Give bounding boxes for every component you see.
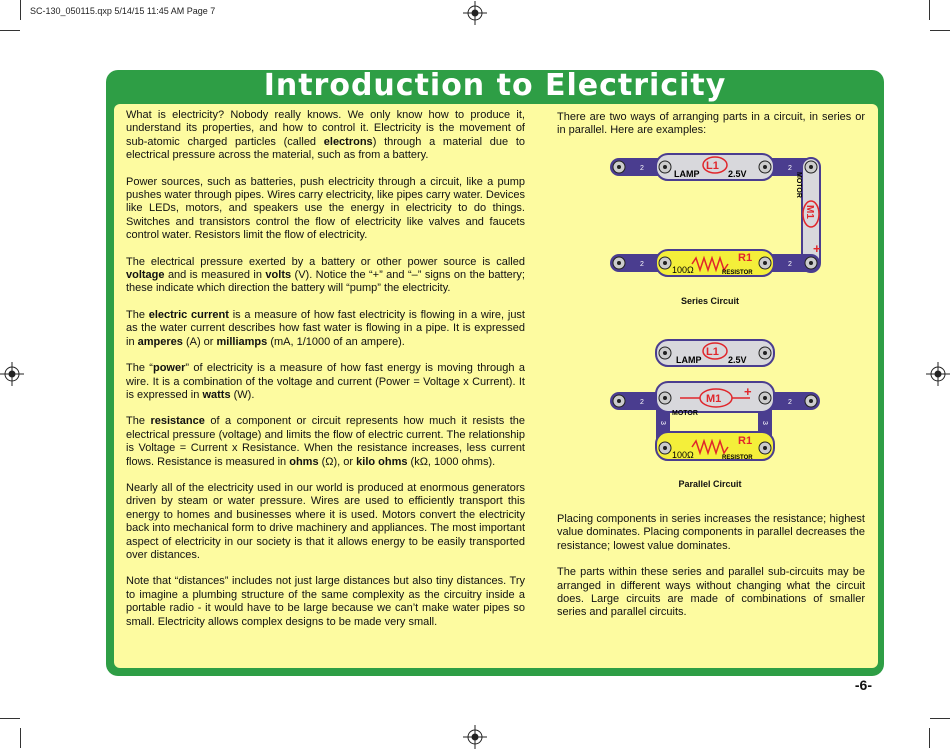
wire-number: 2 bbox=[788, 165, 792, 172]
motor-label: MOTOR bbox=[672, 410, 698, 417]
motor-plus: + bbox=[744, 384, 752, 399]
lamp-value: 2.5V bbox=[728, 169, 747, 179]
lamp-label: LAMP bbox=[676, 355, 702, 365]
paragraph-sub-circuits: The parts within these series and parallel sub-circuits may be arranged in different ways without changing what the circuit does. Large circuits are made of combinations of smaller series and parallel circuits. bbox=[557, 566, 865, 619]
resistor-label: RESISTOR bbox=[722, 455, 753, 461]
resistor-id: R1 bbox=[738, 435, 753, 447]
resistor-value: 100Ω bbox=[672, 265, 694, 275]
right-column-body bbox=[557, 513, 865, 633]
page-number: -6- bbox=[854, 677, 872, 693]
paragraph-resistance: The resistance of a component or circuit represents how much it resists the electrical pressure (voltage) and limits the flow of electric current. The relationship is Voltage = Current x Resistance. When the resistance increases, less current flows. Resistance is measured in ohms (Ω), or kilo ohms (kΩ, 1000 ohms). bbox=[126, 415, 525, 468]
wire-number: 2 bbox=[788, 261, 792, 268]
resistor-label: RESISTOR bbox=[722, 270, 753, 276]
paragraph-voltage: The electrical pressure exerted by a battery or other power source is called voltage and is measured in volts (V). Notice the “+” and “–” signs on the battery; these indicate which direction the battery will “pump” the electricity. bbox=[126, 255, 525, 295]
paragraph-power-sources: Power sources, such as batteries, push electricity through a circuit, like a pump pushes water through pipes. Wires carry electricity, like pipes carry water. Devices like LEDs, motors, and speakers use the energy in electricity to do things. Switches and transistors control the flow of electricity like valves and faucets control water. Resistors limit the flow of electricity. bbox=[126, 175, 525, 242]
registration-mark-icon bbox=[926, 362, 950, 386]
wire-number: 2 bbox=[640, 399, 644, 406]
paragraph-what-is-electricity: What is electricity? Nobody really knows. We only know how to produce it, understand its properties, and how to control it. Electricity is the movement of sub-atomic charged particles (called electrons) through a material due to electrical pressure across the material, such as from a battery. bbox=[126, 109, 525, 162]
resistor-value: 100Ω bbox=[672, 450, 694, 460]
page-title: Introduction to Electricity bbox=[263, 68, 727, 103]
resistor-id: R1 bbox=[738, 252, 753, 264]
registration-mark-icon bbox=[463, 725, 487, 749]
registration-mark-icon bbox=[0, 362, 24, 386]
parallel-circuit-caption: Parallel Circuit bbox=[678, 479, 742, 489]
paragraph-power: The “power” of electricity is a measure of how fast energy is moving through a wire. It is a combination of the voltage and current (Power = Voltage x Current). It is expressed in watts (W). bbox=[126, 362, 525, 401]
parallel-circuit-diagram bbox=[604, 334, 834, 469]
lamp-value: 2.5V bbox=[728, 355, 747, 365]
motor-id: M1 bbox=[804, 205, 815, 219]
print-slug-line: SC-130_050115.qxp 5/14/15 11:45 AM Page 7 bbox=[30, 6, 216, 16]
crop-mark bbox=[20, 728, 21, 748]
lamp-id: L1 bbox=[706, 160, 719, 172]
lamp-id: L1 bbox=[706, 346, 719, 358]
series-circuit-caption: Series Circuit bbox=[680, 296, 740, 306]
paragraph-distances: Note that “distances” includes not just large distances but also tiny distances. Try to imagine a plumbing structure of the same complexity as the circuitry inside a portable radio - it would have to be large because we can’t make water pipes so small. Electricity allows complex designs to be made very small. bbox=[126, 575, 525, 628]
crop-mark bbox=[0, 30, 20, 31]
motor-label: MOTOR bbox=[795, 172, 802, 198]
registration-mark-icon bbox=[463, 1, 487, 25]
wire-number-vertical: 3 bbox=[761, 421, 768, 425]
wire-number: 2 bbox=[640, 165, 644, 172]
paragraph-series-parallel-resistance: Placing components in series increases the resistance; highest value dominates. Placing components in parallel decreases the resistance; lowest value dominates. bbox=[557, 513, 865, 552]
right-column-intro bbox=[557, 111, 865, 151]
crop-mark bbox=[20, 0, 21, 20]
wire-number: 2 bbox=[788, 399, 792, 406]
wire-number-vertical: 3 bbox=[659, 421, 666, 425]
series-circuit-diagram bbox=[604, 150, 834, 280]
crop-mark bbox=[929, 728, 930, 748]
crop-mark bbox=[930, 718, 950, 719]
lamp-label: LAMP bbox=[674, 169, 700, 179]
motor-id: M1 bbox=[706, 393, 722, 405]
paragraph-current: The electric current is a measure of how fast electricity is flowing in a wire, just as the water current describes how fast water is flowing in a pipe. It is expressed in amperes (A) or milliamps (mA, 1/1000 of an ampere). bbox=[126, 308, 525, 348]
paragraph-generators: Nearly all of the electricity used in our world is produced at enormous generators driven by steam or water pressure. Wires are used to efficiently transport this energy to homes and businesses where it is used. Motors convert the electricity back into mechanical form to drive machinery and appliances. The most important aspect of electricity in our society is that it allows energy to be easily transported over distances. bbox=[126, 481, 525, 561]
motor-plus: + bbox=[813, 241, 821, 256]
wire-number: 2 bbox=[640, 261, 644, 268]
crop-mark bbox=[0, 718, 20, 719]
crop-mark bbox=[930, 30, 950, 31]
left-column bbox=[126, 109, 525, 642]
paragraph-two-ways: There are two ways of arranging parts in a circuit, in series or in parallel. Here are examples: bbox=[557, 111, 865, 137]
crop-mark bbox=[929, 0, 930, 20]
